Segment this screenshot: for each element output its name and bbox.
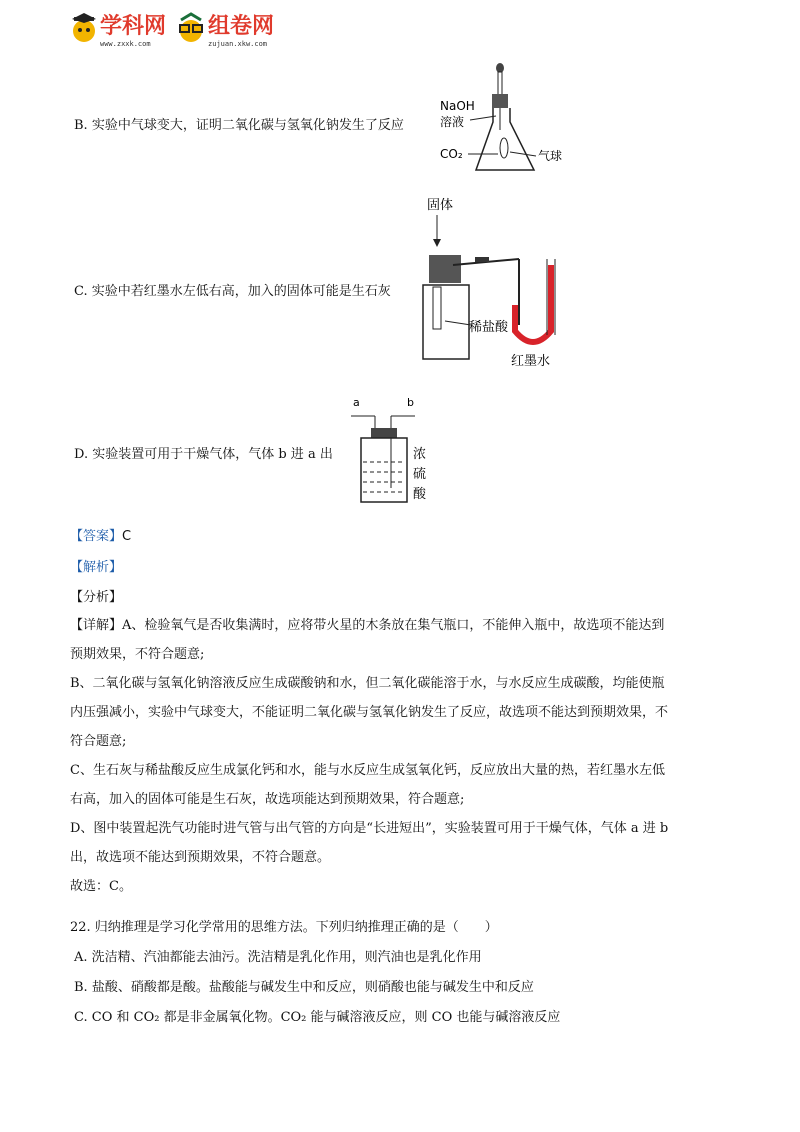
- fig-d-acid-char-2: 硫: [413, 467, 427, 482]
- fig-c-acid-label: 稀盐酸: [469, 320, 509, 335]
- detail-c-line-1: C、生石灰与稀盐酸反应生成氯化钙和水，能与水反应生成氢氧化钙，反应放出大量的热，若红墨水左低: [70, 763, 665, 778]
- detail-a-line-1: A、检验氧气是否收集满时，应将带火星的木条放在集气瓶口，不能伸入瓶中，故选项不能达到: [122, 618, 665, 633]
- q22-stem: 22. 归纳推理是学习化学常用的思维方法。下列归纳推理正确的是（ ）: [70, 920, 498, 935]
- option-d: D. 实验装置可用于干燥气体，气体 b 进 a 出: [74, 447, 333, 462]
- fig-b-solution-label: 溶液: [440, 115, 465, 129]
- fig-c-solid-label: 固体: [427, 198, 454, 213]
- fig-b-naoh-label: NaOH: [440, 99, 475, 113]
- q22-option-c: C. CO 和 CO₂ 都是非金属氧化物。CO₂ 能与碱溶液反应，则 CO 也能与碱溶液反应: [74, 1010, 561, 1025]
- detail-d-line-1: D、图中装置起洗气功能时进气管与出气管的方向是“长进短出”，实验装置可用于干燥气体，气体 a 进 b: [70, 821, 669, 836]
- option-c: C. 实验中若红墨水左低右高，加入的固体可能是生石灰: [74, 284, 391, 299]
- detail-a-line-2: 预期效果，不符合题意;: [70, 647, 205, 662]
- fig-d-b-label: b: [407, 396, 414, 409]
- fig-b-balloon-label: 气球: [538, 149, 563, 163]
- detail-c-line-2: 右高，加入的固体可能是生石灰，故选项能达到预期效果，符合题意;: [70, 792, 465, 807]
- q22-option-b: B. 盐酸、硝酸都是酸。盐酸能与碱发生中和反应，则硝酸也能与碱发生中和反应: [74, 980, 534, 995]
- answer-value: C: [122, 529, 132, 544]
- answer-label: 【答案】: [70, 529, 123, 544]
- detail-b-line-2: 内压强减小，实验中气球变大，不能证明二氧化碳与氢氧化钠发生了反应，故选项不能达到预期效果，不: [70, 705, 669, 720]
- figure-b-flask: [438, 60, 578, 180]
- detail-choice: 故选：C。: [70, 879, 132, 894]
- detail-b-line-1: B、二氧化碳与氢氧化钠溶液反应生成碳酸钠和水，但二氧化碳能溶于水，与水反应生成碳酸，均能使瓶: [70, 676, 665, 691]
- analysis-label: 【解析】: [70, 560, 123, 575]
- fig-d-acid-char-3: 酸: [413, 487, 427, 502]
- header-logos: [70, 8, 274, 48]
- q22-option-a: A. 洗洁精、汽油都能去油污。洗洁精是乳化作用，则汽油也是乳化作用: [74, 950, 482, 965]
- detail-label: 【详解】: [70, 618, 123, 633]
- fig-d-acid-char-1: 浓: [413, 447, 427, 462]
- answer-line: [70, 527, 131, 547]
- fig-b-co2-label: CO₂: [440, 147, 463, 161]
- detail-d-line-2: 出，故选项不能达到预期效果，不符合题意。: [70, 850, 331, 865]
- logo-zujuan-text: 组卷网: [208, 13, 275, 39]
- detail-b-line-3: 符合题意;: [70, 734, 127, 749]
- zujuan-logo-icon: [176, 11, 206, 45]
- xueke-logo-icon: [70, 11, 98, 45]
- logo-zujuan-url: zujuan.xkw.com: [208, 39, 268, 48]
- fenxi-label: 【分析】: [70, 590, 123, 605]
- figure-c-apparatus: [415, 195, 585, 370]
- option-b: B. 实验中气球变大，证明二氧化碳与氢氧化钠发生了反应: [74, 118, 404, 133]
- figure-d-gas-bottle: [345, 392, 435, 510]
- logo-xueke-url: www.zxxk.com: [100, 39, 151, 48]
- fig-d-a-label: a: [353, 396, 360, 409]
- fig-c-ink-label: 红墨水: [511, 354, 551, 369]
- logo-xueke-text: 学科网: [100, 13, 167, 39]
- detail-block: [70, 616, 760, 897]
